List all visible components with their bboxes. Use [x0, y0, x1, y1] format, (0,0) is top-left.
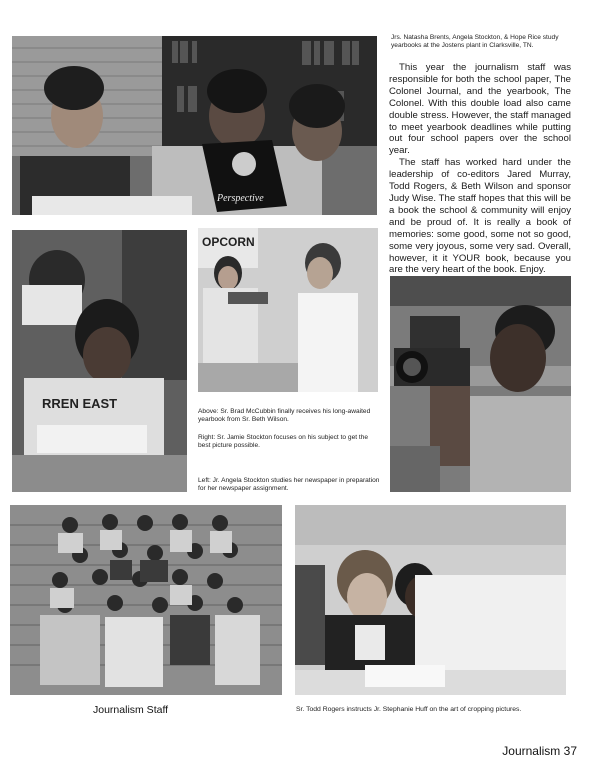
book-cover-title: Perspective [217, 193, 264, 204]
photo-yearbook-handoff [198, 228, 378, 392]
body-paragraph-1: This year the journalism staff was responsible for both the school paper, The Colonel Journal, and the yearbook, The Colonel. With this double load also came double stress. However, the staff managed to meet yearbook deadlines while putting out four school papers over the school year. [389, 62, 571, 157]
caption-cropping: Sr. Todd Rogers instructs Jr. Stephanie Huff on the art of cropping pictures. [296, 706, 522, 713]
caption-right: Right: Sr. Jamie Stockton focuses on his subject to get the best picture possible. [198, 434, 369, 450]
photo-journalism-staff [10, 505, 282, 695]
popcorn-sign: OPCORN [202, 235, 255, 249]
body-paragraph-2: The staff has worked hard under the leadership of co-editors Jared Murray, Todd Rogers, & Beth Wilson and sponsor Judy Wise. The staff hopes that this will be a book the school & community will enjoy and be proud of. It is really a book of memories: some good, some not so good, some very joyous, some very sad. Overall, however, it it YOUR book, because you are the very heart of the book. Enjoy. [389, 157, 571, 276]
caption-yearbook-study: Jrs. Natasha Brents, Angela Stockton, & Hope Rice study yearbooks at the Jostens plant in Clarksville, TN. [391, 34, 559, 50]
section-name: Journalism [502, 744, 561, 758]
photo-newspaper-study [12, 230, 187, 492]
page-number: 37 [563, 744, 577, 758]
photo-cropping-instruction [295, 505, 566, 695]
shirt-lettering: RREN EAST [42, 396, 118, 411]
body-copy [389, 62, 571, 276]
photo-photographer [390, 276, 571, 492]
caption-left: Left: Jr. Angela Stockton studies her newspaper in preparation for her newspaper assignment. [198, 477, 380, 493]
caption-journalism-staff: Journalism Staff [93, 704, 169, 716]
photo-yearbook-study [12, 36, 377, 215]
page-folio [502, 744, 577, 758]
caption-above: Above: Sr. Brad McCubbin finally receives his long-awaited yearbook from Sr. Beth Wilson. [198, 408, 371, 424]
